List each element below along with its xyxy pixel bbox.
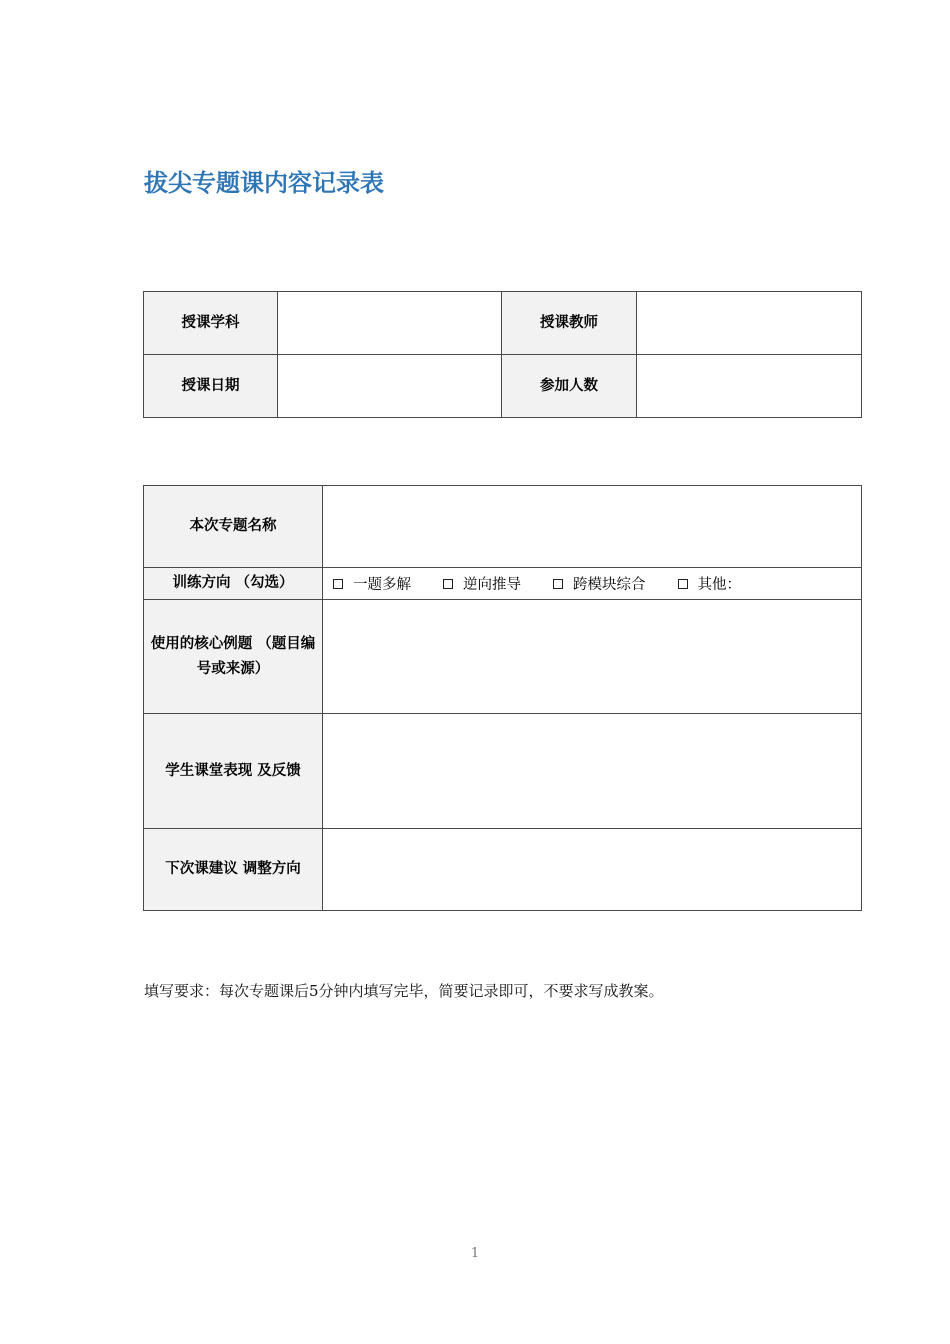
record-table [143,485,862,911]
teacher-field[interactable] [637,292,862,355]
performance-field[interactable] [323,714,862,829]
table-row [144,568,862,600]
document-title: 拔尖专题课内容记录表 [144,169,384,197]
subject-label: 授课学科 [144,292,278,355]
direction-option-other[interactable] [678,573,742,594]
direction-option-cross-module[interactable] [553,573,646,594]
checkbox-icon[interactable] [333,579,343,589]
table-row [144,355,862,418]
checkbox-icon[interactable] [553,579,563,589]
info-table [143,291,862,418]
fill-instructions: 填写要求：每次专题课后5分钟内填写完毕，简要记录即可，不要求写成教案。 [144,982,664,1000]
table-row [144,600,862,714]
direction-options-cell [323,568,862,600]
checkbox-icon[interactable] [678,579,688,589]
checkbox-icon[interactable] [443,579,453,589]
suggestion-field[interactable] [323,829,862,911]
direction-options [323,573,861,594]
participants-label: 参加人数 [502,355,637,418]
suggestion-label: 下次课建议 调整方向 [144,829,323,911]
date-field[interactable] [278,355,502,418]
examples-field[interactable] [323,600,862,714]
table-row [144,714,862,829]
option-label: 其他： [697,577,741,593]
direction-option-reverse-derivation[interactable] [443,573,521,594]
date-label: 授课日期 [144,355,278,418]
option-label: 跨模块综合 [573,577,646,593]
option-label: 一题多解 [353,577,411,593]
subject-field[interactable] [278,292,502,355]
examples-label: 使用的核心例题 （题目编号或来源） [144,600,323,714]
table-row [144,829,862,911]
direction-label: 训练方向 （勾选） [144,568,323,600]
topic-label: 本次专题名称 [144,486,323,568]
performance-label: 学生课堂表现 及反馈 [144,714,323,829]
teacher-label: 授课教师 [502,292,637,355]
table-row [144,292,862,355]
direction-option-multiple-solutions[interactable] [333,573,411,594]
table-row [144,486,862,568]
topic-field[interactable] [323,486,862,568]
participants-field[interactable] [637,355,862,418]
page-number: 1 [470,1246,480,1261]
option-label: 逆向推导 [463,577,521,593]
